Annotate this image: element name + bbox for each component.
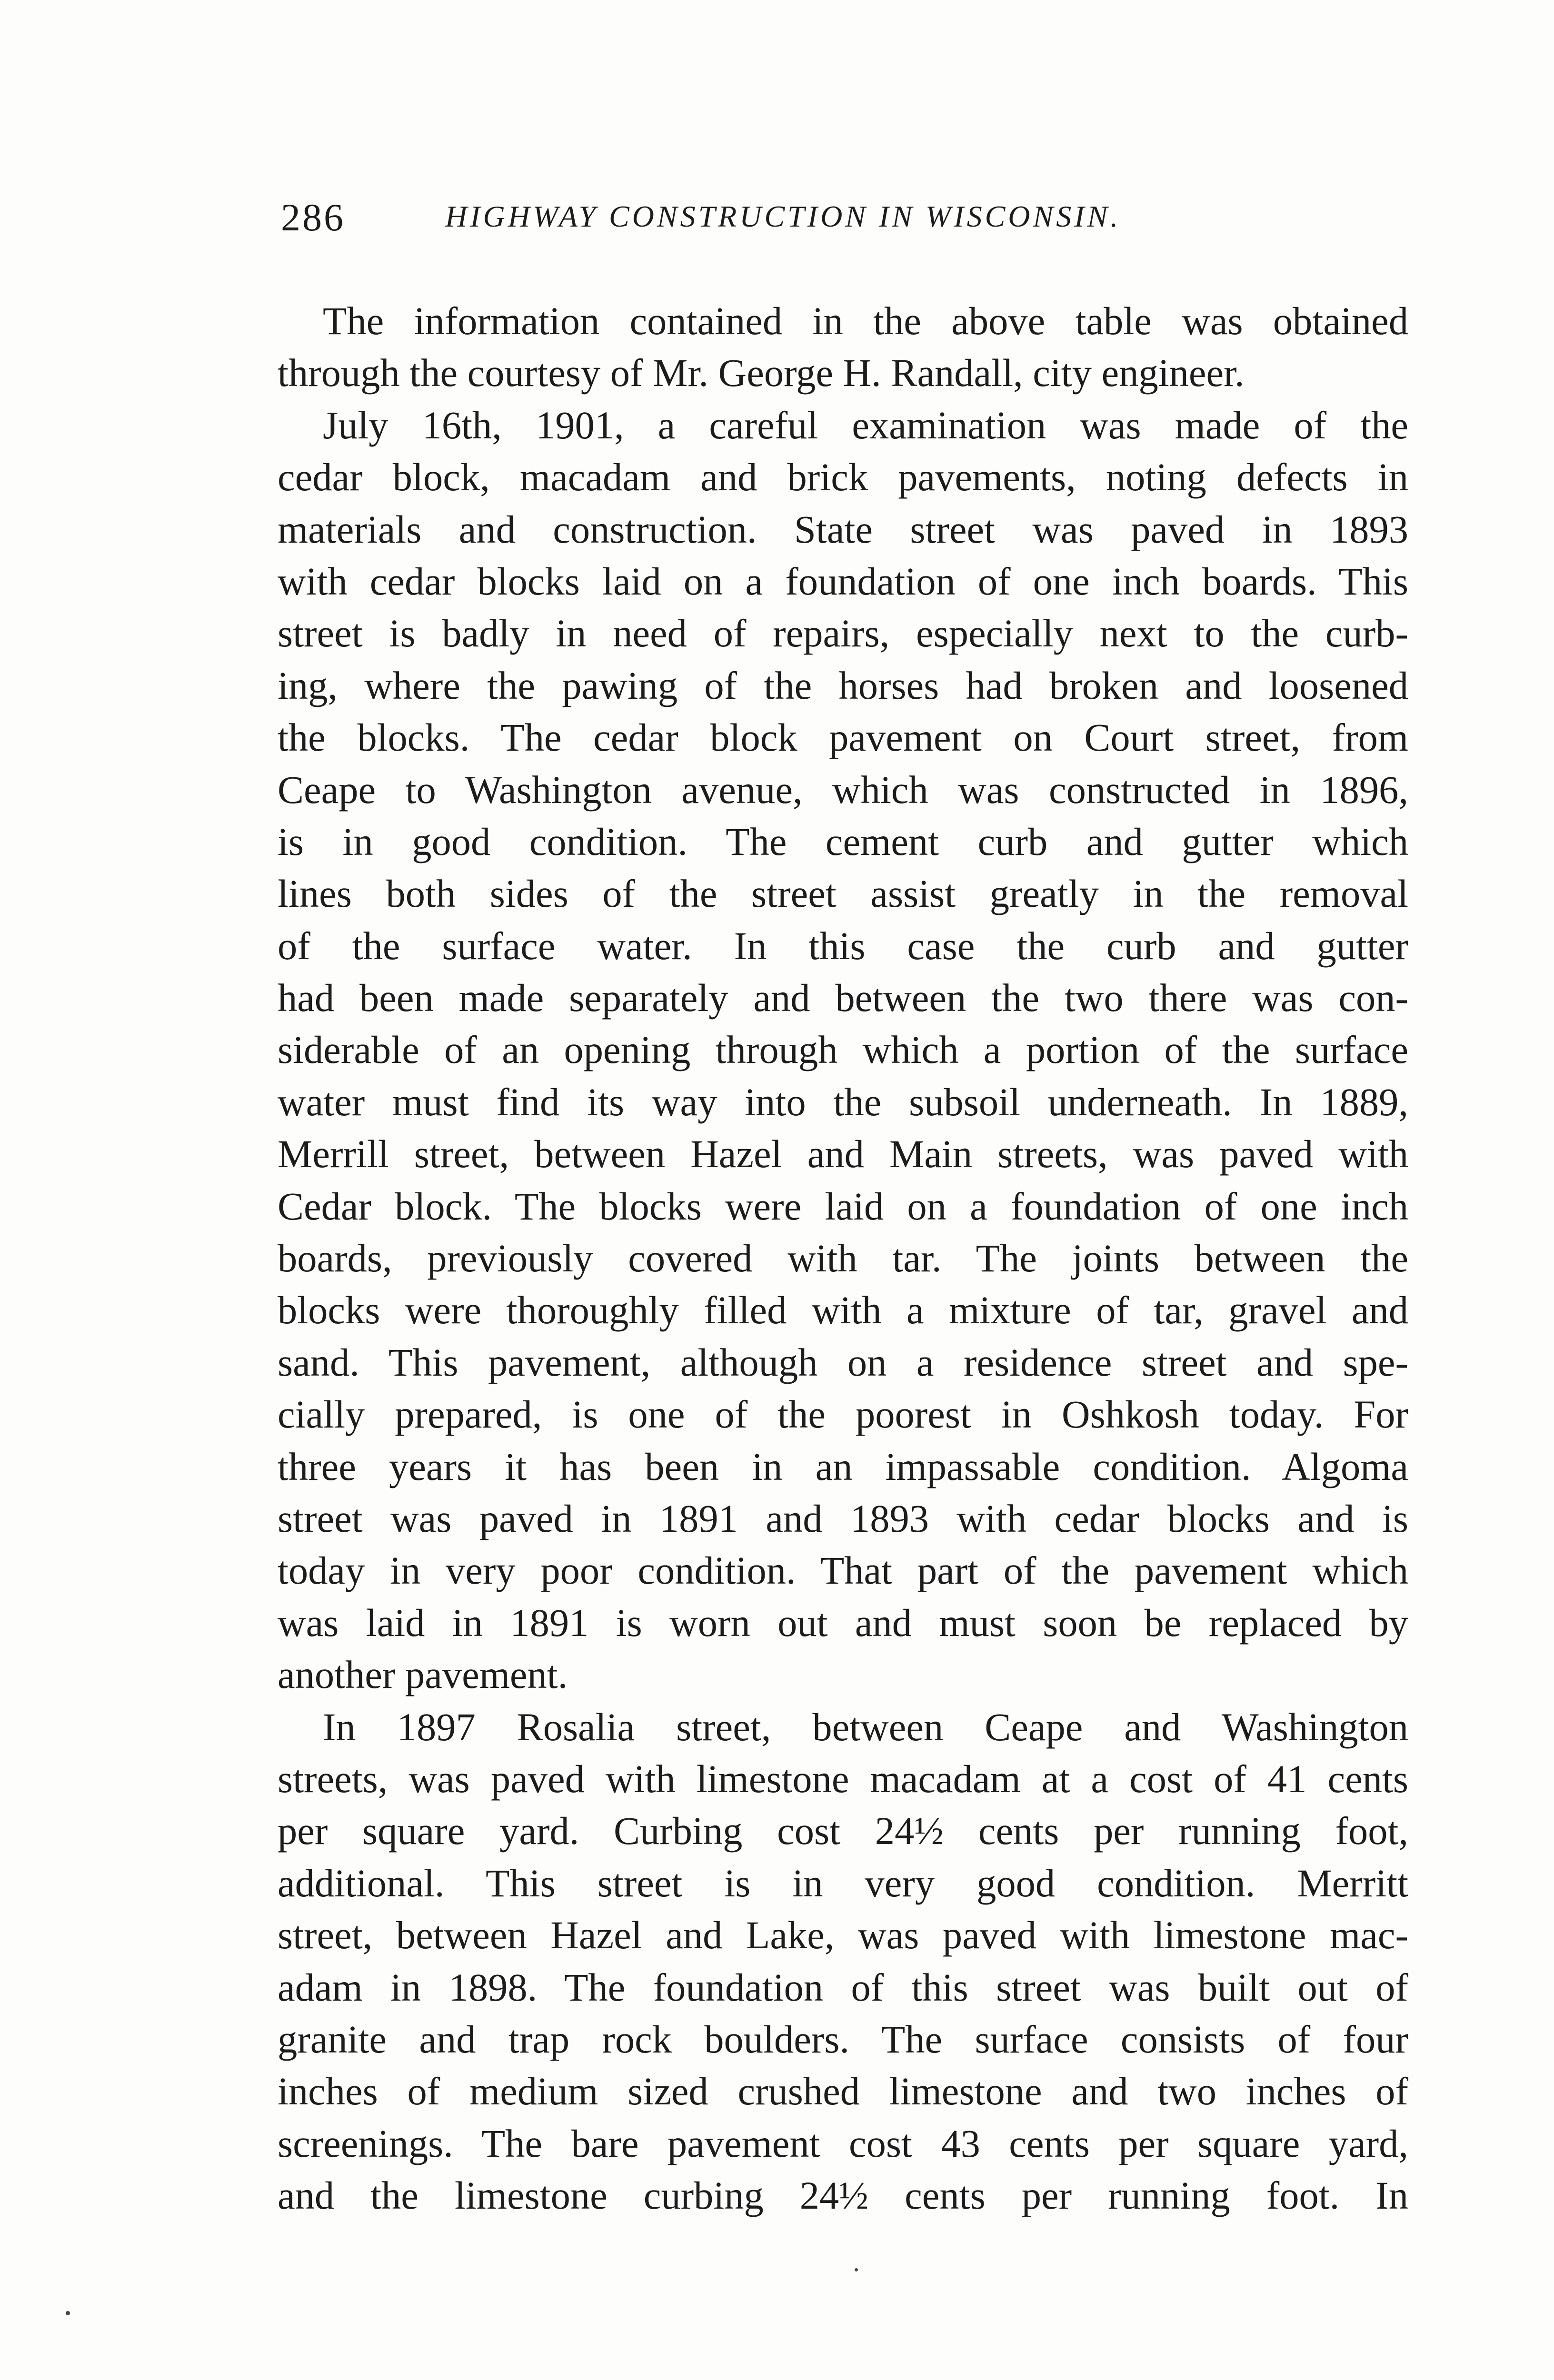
text-line: granite and trap rock boulders. The surface consists of four [278,2017,1408,2061]
text-line: streets, was paved with limestone macadam at a cost of 41 cents [278,1756,1408,1801]
text-line: street, between Hazel and Lake, was paved with limestone mac- [278,1913,1408,1957]
text-line: cially prepared, is one of the poorest in Oshkosh today. For [278,1392,1408,1437]
text-line: is in good condition. The cement curb and gutter which [278,819,1408,863]
text-line: of the surface water. In this case the curb and gutter [278,923,1408,968]
scan-speck [855,2268,858,2271]
text-line: ing, where the pawing of the horses had broken and loosened [278,663,1408,707]
text-line: boards, previously covered with tar. The joints between the [278,1236,1408,1280]
text-line: the blocks. The cedar block pavement on Court street, from [278,715,1408,760]
text-line: was laid in 1891 is worn out and must soon be replaced by [278,1600,1408,1645]
text-line: through the courtesy of Mr. George H. Randall, city engineer. [278,351,1245,395]
text-line: blocks were thoroughly filled with a mixture of tar, gravel and [278,1288,1408,1332]
text-line: inches of medium sized crushed limestone and two inches of [278,2069,1408,2113]
text-line: In 1897 Rosalia street, between Ceape and Washington [323,1705,1408,1749]
scan-speck [66,2311,70,2315]
text-line: adam in 1898. The foundation of this street was built out of [278,1965,1408,2009]
text-line: lines both sides of the street assist greatly in the removal [278,872,1408,916]
text-line: materials and construction. State street was paved in 1893 [278,507,1408,551]
text-line: Merrill street, between Hazel and Main streets, was paved with [278,1132,1408,1176]
running-title: HIGHWAY CONSTRUCTION IN WISCONSIN. [445,199,1121,233]
text-line: Cedar block. The blocks were laid on a foundation of one inch [278,1184,1408,1228]
body-text [278,295,1408,2221]
text-line: had been made separately and between the two there was con- [278,976,1408,1020]
page-number: 286 [281,196,345,239]
text-line: three years it has been in an impassable condition. Algoma [278,1444,1408,1488]
text-line: and the limestone curbing 24½ cents per running foot. In [278,2173,1408,2218]
text-line: sand. This pavement, although on a residence street and spe- [278,1340,1408,1384]
text-line: screenings. The bare pavement cost 43 cents per square yard, [278,2121,1408,2165]
text-line: today in very poor condition. That part of the pavement which [278,1548,1408,1593]
text-line: additional. This street is in very good condition. Merritt [278,1861,1408,1905]
text-line: with cedar blocks laid on a foundation of one inch boards. This [278,559,1408,603]
text-line: another pavement. [278,1653,568,1697]
text-line: cedar block, macadam and brick pavements, noting defects in [278,455,1408,499]
text-line: street is badly in need of repairs, especially next to the curb- [278,611,1408,655]
text-line: The information contained in the above table was obtained [323,299,1408,343]
text-line: siderable of an opening through which a portion of the surface [278,1028,1408,1072]
text-line: water must find its way into the subsoil underneath. In 1889, [278,1080,1408,1124]
text-line: per square yard. Curbing cost 24½ cents per running foot, [278,1809,1408,1853]
text-line: street was paved in 1891 and 1893 with cedar blocks and is [278,1496,1408,1540]
running-header [281,195,1285,248]
text-line: July 16th, 1901, a careful examination was made of the [323,403,1408,447]
text-line: Ceape to Washington avenue, which was constructed in 1896, [278,767,1408,812]
